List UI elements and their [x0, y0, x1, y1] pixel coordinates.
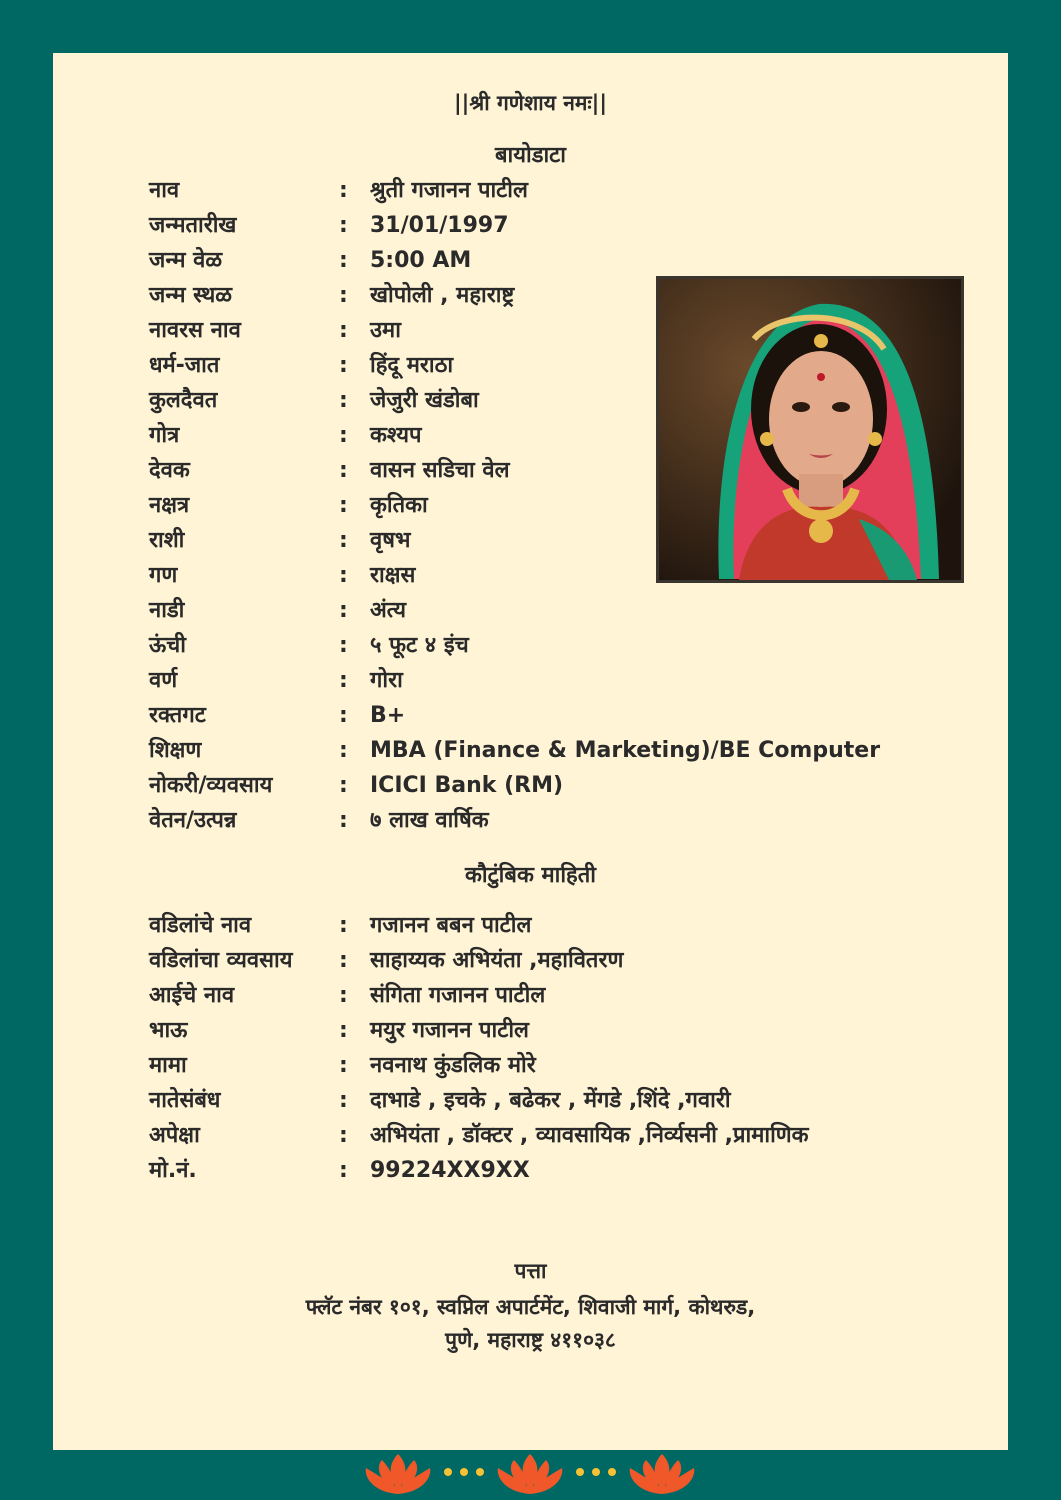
detail-label: राशी — [149, 528, 185, 553]
detail-value: ५ फूट ४ इंच — [370, 633, 469, 658]
detail-label: गण — [149, 563, 178, 588]
detail-value: उमा — [370, 318, 401, 343]
detail-label: जन्म स्थळ — [149, 283, 233, 308]
portrait-illustration — [659, 279, 961, 580]
detail-label: मो.नं. — [149, 1158, 197, 1183]
detail-value: गोरा — [370, 668, 403, 693]
detail-label: आईचे नाव — [149, 983, 235, 1008]
footer-ornament — [0, 1450, 1061, 1500]
detail-label: ऊंची — [149, 633, 186, 658]
lotus-icon — [366, 1454, 431, 1494]
detail-label: जन्मतारीख — [149, 213, 237, 238]
detail-value: हिंदू मराठा — [370, 353, 454, 378]
detail-value: साहाय्यक अभियंता ,महावितरण — [370, 948, 624, 973]
detail-value: वासन सडिचा वेल — [370, 458, 510, 483]
detail-label: रक्तगट — [149, 703, 206, 728]
detail-colon: : — [339, 633, 348, 658]
detail-colon: : — [339, 1123, 348, 1148]
biodata-page — [53, 53, 1008, 1450]
address-line-2: पुणे, महाराष्ट्र ४११०३८ — [445, 1328, 616, 1352]
detail-label: नक्षत्र — [149, 493, 190, 518]
detail-colon: : — [339, 178, 348, 203]
detail-colon: : — [339, 283, 348, 308]
detail-label: गोत्र — [149, 423, 180, 448]
detail-label: देवक — [149, 458, 190, 483]
detail-colon: : — [339, 1088, 348, 1113]
detail-colon: : — [339, 528, 348, 553]
address-line-1: फ्लॅट नंबर १०१, स्वप्निल अपार्टमेंट, शिवाजी मार्ग, कोथरुड, — [305, 1295, 756, 1319]
detail-value: खोपोली , महाराष्ट्र — [370, 283, 515, 308]
detail-value: 5:00 AM — [370, 248, 472, 273]
detail-label: वेतन/उत्पन्न — [149, 808, 237, 833]
detail-label: कुलदैवत — [149, 388, 218, 413]
address-heading: पत्ता — [514, 1259, 547, 1283]
detail-colon: : — [339, 948, 348, 973]
detail-value: कृतिका — [370, 493, 428, 518]
detail-colon: : — [339, 1053, 348, 1078]
detail-value: कश्यप — [370, 423, 422, 448]
lotus-icon — [630, 1454, 695, 1494]
detail-colon: : — [339, 738, 348, 763]
detail-value: संगिता गजानन पाटील — [370, 983, 546, 1008]
detail-colon: : — [339, 248, 348, 273]
detail-colon: : — [339, 913, 348, 938]
detail-colon: : — [339, 598, 348, 623]
detail-colon: : — [339, 773, 348, 798]
detail-label: वडिलांचा व्यवसाय — [149, 948, 293, 973]
detail-colon: : — [339, 808, 348, 833]
detail-label: अपेक्षा — [149, 1123, 200, 1148]
detail-value: श्रुती गजानन पाटील — [370, 178, 528, 203]
detail-label: वडिलांचे नाव — [149, 913, 252, 938]
invocation-text: ||श्री गणेशाय नमः|| — [454, 91, 607, 115]
profile-photo — [656, 276, 964, 583]
detail-label: वर्ण — [149, 668, 178, 693]
detail-colon: : — [339, 213, 348, 238]
detail-label: नोकरी/व्यवसाय — [149, 773, 273, 798]
detail-value: गजानन बबन पाटील — [370, 913, 532, 938]
family-title: कौटुंबिक माहिती — [465, 863, 596, 888]
detail-value: अंत्य — [370, 598, 406, 623]
detail-label: नावरस नाव — [149, 318, 241, 343]
detail-value: नवनाथ कुंडलिक मोरे — [370, 1053, 536, 1078]
detail-colon: : — [339, 493, 348, 518]
detail-label: नातेसंबंध — [149, 1088, 221, 1113]
detail-label: जन्म वेळ — [149, 248, 223, 273]
detail-value: राक्षस — [370, 563, 416, 588]
biodata-title: बायोडाटा — [495, 143, 566, 168]
detail-colon: : — [339, 458, 348, 483]
detail-value: ७ लाख वार्षिक — [370, 808, 489, 833]
detail-label: मामा — [149, 1053, 187, 1078]
detail-colon: : — [339, 423, 348, 448]
dots-icon — [576, 1468, 616, 1476]
dots-icon — [444, 1468, 484, 1476]
detail-value: B+ — [370, 703, 406, 728]
detail-value: ICICI Bank (RM) — [370, 773, 564, 798]
detail-value: 99224XX9XX — [370, 1158, 530, 1183]
detail-colon: : — [339, 983, 348, 1008]
lotus-icon — [498, 1454, 563, 1494]
detail-value: MBA (Finance & Marketing)/BE Computer — [370, 738, 881, 763]
detail-value: 31/01/1997 — [370, 213, 509, 238]
detail-label: धर्म-जात — [149, 353, 220, 378]
detail-colon: : — [339, 353, 348, 378]
detail-value: वृषभ — [370, 528, 411, 553]
detail-colon: : — [339, 703, 348, 728]
detail-label: भाऊ — [149, 1018, 188, 1043]
detail-colon: : — [339, 668, 348, 693]
detail-value: अभियंता , डॉक्टर , व्यावसायिक ,निर्व्यसनी ,प्रामाणिक — [370, 1123, 809, 1148]
detail-label: नाडी — [149, 598, 185, 623]
detail-label: शिक्षण — [149, 738, 202, 763]
detail-label: नाव — [149, 178, 180, 203]
detail-colon: : — [339, 388, 348, 413]
detail-colon: : — [339, 1018, 348, 1043]
detail-value: जेजुरी खंडोबा — [370, 388, 479, 413]
detail-colon: : — [339, 318, 348, 343]
detail-value: मयुर गजानन पाटील — [370, 1018, 529, 1043]
detail-value: दाभाडे , इचके , बढेकर , मेंगडे ,शिंदे ,गवारी — [370, 1088, 731, 1113]
detail-colon: : — [339, 563, 348, 588]
detail-colon: : — [339, 1158, 348, 1183]
